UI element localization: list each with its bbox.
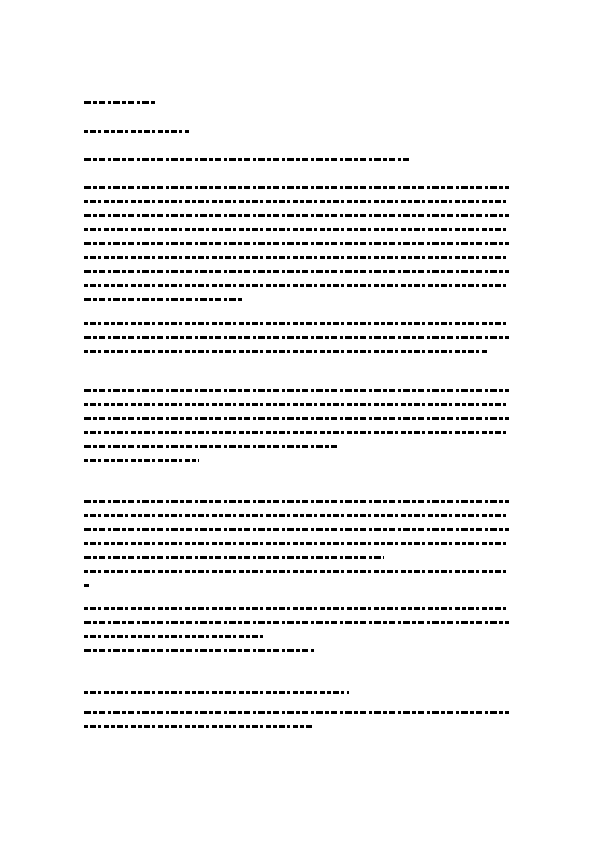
heading-line [84, 101, 156, 104]
paragraph [84, 389, 509, 462]
text-line [84, 621, 509, 624]
text-line [84, 228, 509, 231]
text-line [84, 725, 314, 728]
text-line [84, 649, 314, 652]
document-heading [84, 101, 156, 104]
paragraph [84, 186, 509, 301]
paragraph [84, 158, 409, 161]
text-line [84, 584, 89, 587]
text-line [84, 322, 509, 325]
text-line [84, 556, 384, 559]
text-line [84, 350, 489, 353]
subheading-line [84, 130, 189, 133]
text-line [84, 500, 509, 503]
text-line [84, 389, 509, 392]
document-subheading [84, 130, 189, 133]
paragraph [84, 322, 509, 353]
paragraph [84, 607, 509, 652]
paragraph [84, 711, 509, 728]
text-line [84, 635, 264, 638]
text-line [84, 284, 509, 287]
text-line [84, 711, 509, 714]
text-line [84, 158, 409, 161]
text-line [84, 336, 509, 339]
paragraph [84, 500, 509, 587]
text-line [84, 431, 509, 434]
text-line [84, 607, 509, 610]
text-line [84, 528, 509, 531]
text-line [84, 403, 509, 406]
text-line [84, 298, 244, 301]
paragraph [84, 691, 349, 694]
text-line [84, 459, 199, 462]
text-line [84, 445, 339, 448]
text-line [84, 186, 509, 189]
text-line [84, 691, 349, 694]
text-line [84, 270, 509, 273]
text-line [84, 542, 509, 545]
text-line [84, 570, 509, 573]
text-line [84, 256, 509, 259]
text-line [84, 514, 509, 517]
text-line [84, 417, 509, 420]
text-line [84, 200, 509, 203]
text-line [84, 214, 509, 217]
text-line [84, 242, 509, 245]
